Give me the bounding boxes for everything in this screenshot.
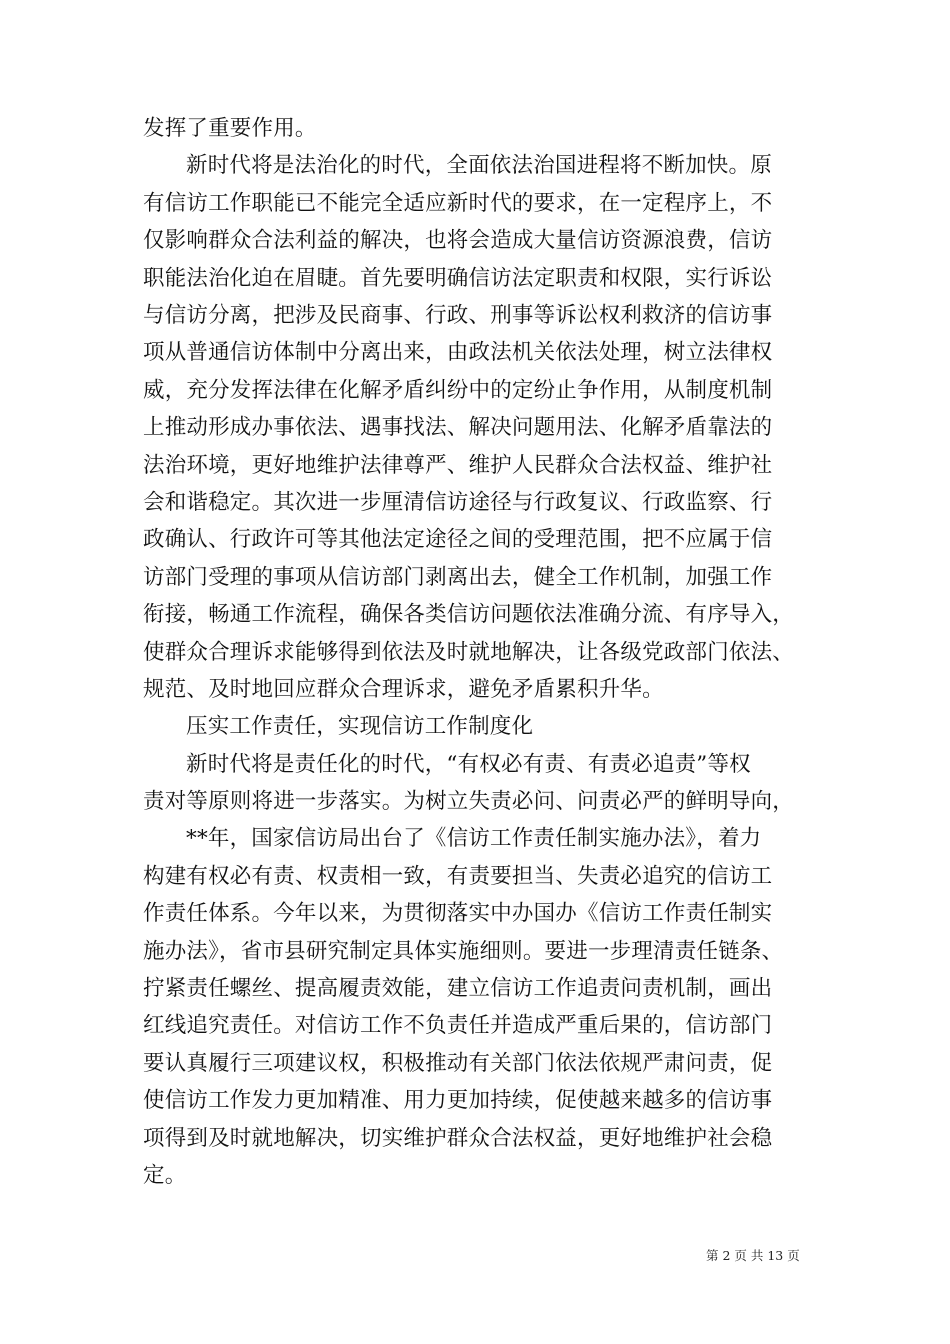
paragraph-first-line: **年，国家信访局出台了《信访工作责任制实施办法》，着力 (186, 826, 762, 851)
text-line: 职能法治化迫在眉睫。首先要明确信访法定职责和权限，实行诉讼 (143, 266, 773, 291)
text-line: 仅影响群众合法利益的解决，也将会造成大量信访资源浪费，信访 (143, 228, 773, 253)
text-line: 政确认、行政许可等其他法定途径之间的受理范围，把不应属于信 (143, 527, 773, 552)
text-line: 构建有权必有责、权责相一致，有责要担当、失责必追究的信访工 (143, 864, 773, 889)
text-line: 法治环境，更好地维护法律尊严、维护人民群众合法权益、维护社 (143, 453, 773, 478)
text-line: 责对等原则将进一步落实。为树立失责必问、问责必严的鲜明导向， (143, 789, 795, 814)
text-line: 红线追究责任。对信访工作不负责任并造成严重后果的，信访部门 (143, 1013, 773, 1038)
text-line: 会和谐稳定。其次进一步厘清信访途径与行政复议、行政监察、行 (143, 490, 773, 515)
text-line: 项从普通信访体制中分离出来，由政法机关依法处理，树立法律权 (143, 340, 773, 365)
text-line: 拧紧责任螺丝、提高履责效能，建立信访工作追责问责机制，画出 (143, 976, 773, 1001)
text-line: 使群众合理诉求能够得到依法及时就地解决，让各级党政部门依法、 (143, 640, 795, 665)
text-line: 上推动形成办事依法、遇事找法、解决问题用法、化解矛盾靠法的 (143, 415, 773, 440)
text-line: 威，充分发挥法律在化解矛盾纠纷中的定纷止争作用，从制度机制 (143, 378, 773, 403)
text-line: 发挥了重要作用。 (143, 116, 317, 141)
text-line: 施办法》，省市县研究制定具体实施细则。要进一步理清责任链条、 (143, 939, 784, 964)
page-number: 第 2 页 共 13 页 (706, 1248, 800, 1263)
text-line: 有信访工作职能已不能完全适应新时代的要求，在一定程序上，不 (143, 191, 773, 216)
text-line: 项得到及时就地解决，切实维护群众合法权益，更好地维护社会稳 (143, 1126, 773, 1151)
paragraph-first-line: 新时代将是责任化的时代，“有权必有责、有责必追责”等权 (186, 752, 751, 777)
paragraph-first-line: 新时代将是法治化的时代，全面依法治国进程将不断加快。原 (186, 153, 772, 178)
text-line: 作责任体系。今年以来，为贯彻落实中办国办《信访工作责任制实 (143, 901, 773, 926)
text-line: 要认真履行三项建议权，积极推动有关部门依法依规严肃问责，促 (143, 1051, 773, 1076)
text-line: 衔接，畅通工作流程，确保各类信访问题依法准确分流、有序导入， (143, 602, 795, 627)
text-line: 定。 (143, 1163, 187, 1188)
text-line: 与信访分离，把涉及民商事、行政、刑事等诉讼权利救济的信访事 (143, 303, 773, 328)
text-line: 规范、及时地回应群众合理诉求，避免矛盾累积升华。 (143, 677, 664, 702)
text-line: 访部门受理的事项从信访部门剥离出去，健全工作机制，加强工作 (143, 565, 773, 590)
text-line: 使信访工作发力更加精准、用力更加持续，促使越来越多的信访事 (143, 1088, 773, 1113)
section-heading: 压实工作责任，实现信访工作制度化 (186, 714, 534, 739)
